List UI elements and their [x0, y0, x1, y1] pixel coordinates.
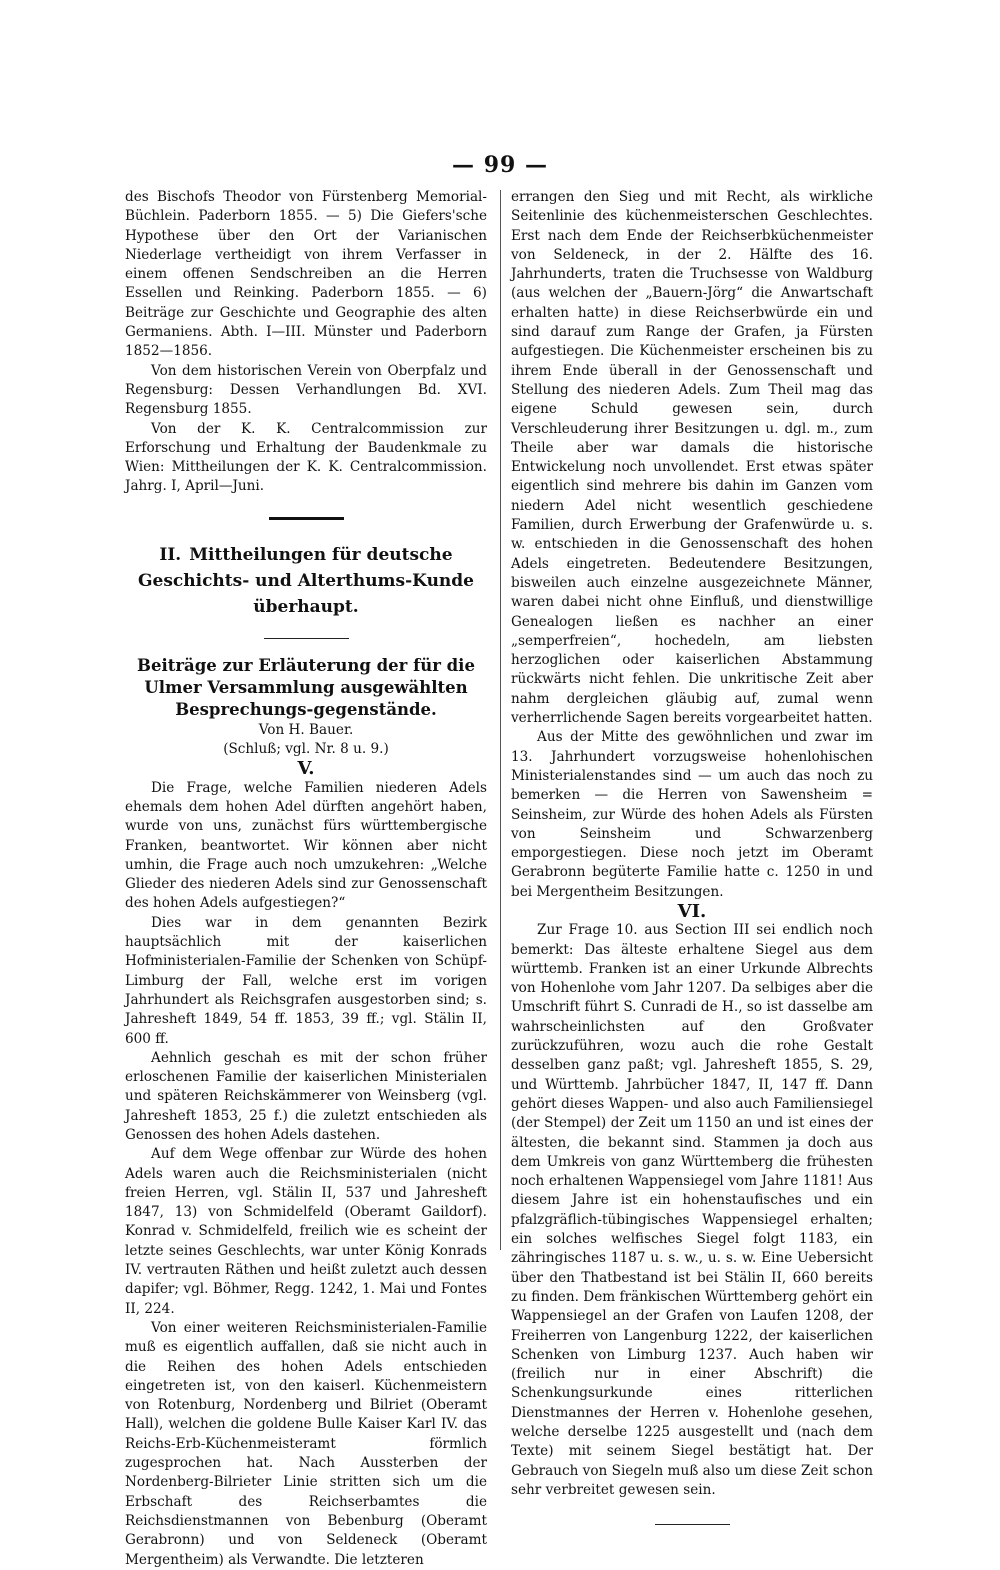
section-separator: [269, 517, 344, 520]
heading-rule: [264, 638, 349, 639]
paragraph: Aus der Mitte des gewöhnlichen und zwar im 13. Jahrhundert vorzugsweise hohenlohischen Ministerialenstandes sind — um auch das noch zu bemerken — die Herren von Sawensheim = Seinsheim, zur Würde des hohen Adels als Fürsten von Seinsheim und Schwarzenberg emporgestiegen. Diese noch jetzt im Oberamt Gerabronn begüterte Familie hatte c. 1250 in und bei Mergentheim Besitzungen.: [511, 729, 873, 900]
column-divider: [500, 190, 501, 1250]
paragraph: errangen den Sieg und mit Recht, als wirkliche Seitenlinie des küchenmeisterschen Geschlechtes. Erst nach dem Ende der Reichserbküchenmeister von Seldeneck, in der 2. Hälfte des 16. Jahrhunderts, traten die Truchsesse von Waldburg (aus welchen der „Bauern-Jörg“ die Anwartschaft erhalten hatte) in diese Reichserbwürde ein und sind darauf zum Range der Grafen, ja Fürsten aufgestiegen. Die Küchenmeister erscheinen bis zu ihrem Ende überall in der Genossenschaft und Stellung des niederen Adels. Zum Theil mag das eigene Schuld gewesen sein, durch Verschleuderung ihrer Besitzungen u. dgl. m., zum Theile aber war damals die historische Entwickelung noch unvollendet. Erst etwas später eigentlich sind mehrere bis dahin im Ganzen vom niedern Adel nicht wesentlich geschiedene Familien, durch Erwerbung der Grafenwürde u. s. w. entschieden in die Genossenschaft des hohen Adels eingetreten. Bedeutendere Besitzungen, bisweilen auch einzelne ausgezeichnete Männer, waren dabei nicht ohne Einfluß, und dienstwillige Genealogen ließen es nachher an einer „semperfreien“, hochedeln, am liebsten herzoglichen oder kaiserlichen Abstammung rückwärts nicht fehlen. Die unkritische Zeit aber nahm dergleichen gläubig auf, zumal wenn verherrlichende Sagen bereits vorgearbeitet hatten.: [511, 189, 873, 727]
article-title: Beiträge zur Erläuterung der für die Ulmer Versammlung ausgewählten Besprechungs-gegenstände.: [137, 655, 475, 719]
end-rule: [655, 1524, 730, 1525]
paragraph: Von dem historischen Verein von Oberpfalz und Regensburg: Dessen Verhandlungen Bd. XVI. Regensburg 1855.: [125, 362, 487, 418]
subsection-number: VI.: [677, 900, 707, 922]
subsection-number: V.: [297, 758, 315, 780]
paragraph: Die Frage, welche Familien niederen Adels ehemals dem hohen Adel dürften angehört haben, wurde von uns, zunächst fürs württembergische Franken, beantwortet. Wir können aber nicht umhin, die Frage auch noch umzukehren: „Welche Glieder des niederen Adels sind zur Genossenschaft des hohen Adels aufgestiegen?“: [125, 779, 487, 912]
paragraph: Von der K. K. Centralcommission zur Erforschung und Erhaltung der Baudenkmale zu Wien: Mittheilungen der K. K. Centralcommission. Jahrg. I, April—Juni.: [125, 420, 487, 495]
paragraph: Aehnlich geschah es mit der schon früher erloschenen Familie der kaiserlichen Ministerialen und späteren Reichskämmerer von Weinsberg (vgl. Jahresheft 1853, 25 f.) die zuletzt entschieden als Genossen des hohen Adels dastehen.: [125, 1049, 487, 1143]
paragraph: Dies war in dem genannten Bezirk hauptsächlich mit der kaiserlichen Hofministerialen-Familie der Schenken von Schüpf-Limburg der Fall, welche erst im vorigen Jahrhundert als Reichsgrafen ausgestorben sind; s. Jahresheft 1849, 54 ff. 1853, 39 ff.; vgl. Stälin II, 600 ff.: [125, 914, 487, 1047]
byline: Von H. Bauer.: [258, 721, 354, 738]
byline-reference: (Schluß; vgl. Nr. 8 u. 9.): [223, 741, 389, 758]
section-heading: [125, 542, 487, 620]
paragraph: Zur Frage 10. aus Section III sei endlich noch bemerkt: Das älteste erhaltene Siegel aus dem württemb. Franken ist an einer Urkunde Albrechts von Hohenlohe vom Jahr 1207. Da selbiges aber die Umschrift führt S. Cunradi de H., so ist dasselbe am wahrscheinlichsten auf den Großvater zurückzuführen, wozu auch die rohe Gestalt desselben ganz paßt; vgl. Jahresheft 1855, S. 29, und Württemb. Jahrbücher 1847, II, 147 ff. Dann gehört dieses Wappen- und also auch Familiensiegel (der Stempel) der Zeit um 1150 an und ist eines der ältesten, die bekannt sind. Stammen ja doch aus dem Umkreis von ganz Württemberg die frühesten noch erhaltenen Wappensiegel vom Jahre 1181! Aus diesem Jahre ist ein hohenstaufisches und ein pfalzgräflich-tübingisches Wappensiegel erhalten; ein solches welfisches Siegel folgt 1183, ein zähringisches 1187 u. s. w., u. s. w. Eine Uebersicht über den Thatbestand ist bei Stälin II, 660 bereits zu finden. Dem fränkischen Württemberg gehört ein Wappensiegel an der Grafen von Laufen 1208, der Freiherren von Langenburg 1222, der kaiserlichen Schenken von Limburg 1237. Auch haben wir (freilich nur in einer Abschrift) die Schenkungsurkunde eines ritterlichen Dienstmannes der Herren v. Hohenlohe gesehen, welche derselbe 1225 ausgestellt und (nach dem Texte) mit seinem Siegel bestätigt hat. Der Gebrauch von Siegeln muß also um diese Zeit schon sehr verbreitet gewesen sein.: [511, 922, 873, 1498]
left-column: [125, 188, 487, 1570]
paragraph: des Bischofs Theodor von Fürstenberg Memorial-Büchlein. Paderborn 1855. — 5) Die Giefers'sche Hypothese über den Ort der Varianischen Niederlage vertheidigt von ihrem Verfasser in einem offenen Sendschreiben an die Herren Essellen und Reinking. Paderborn 1855. — 6) Beiträge zur Geschichte und Geographie des alten Germaniens. Abth. I—III. Münster und Paderborn 1852—1856.: [125, 189, 487, 360]
section-title: Mittheilungen für deutsche Geschichts- und Alterthums-Kunde überhaupt.: [138, 544, 474, 617]
page-number: — 99 —: [452, 152, 548, 178]
section-number: II.: [159, 544, 182, 565]
paragraph: Von einer weiteren Reichsministerialen-Familie muß es eigentlich auffallen, daß sie nicht auch in die Reihen des hohen Adels entschieden eingetreten ist, von den kaiserl. Küchenmeistern von Rotenburg, Nordenberg und Bilriet (Oberamt Hall), welchen die goldene Bulle Kaiser Karl IV. das Reichs-Erb-Küchenmeisteramt förmlich zugesprochen hat. Nach Aussterben der Nordenberg-Bilrieter Linie stritten sich um die Erbschaft des Reichserbamtes die Reichsdienstmannen von Bebenburg (Oberamt Gerabronn) und von Seldeneck (Oberamt Mergentheim) als Verwandte. Die letzteren: [125, 1319, 487, 1568]
right-column: [511, 188, 873, 1525]
paragraph: Auf dem Wege offenbar zur Würde des hohen Adels waren auch die Reichsministerialen (nicht freien Herren, vgl. Stälin II, 537 und Jahresheft 1847, 13) von Schmidelfeld (Oberamt Gaildorf). Konrad v. Schmidelfeld, freilich wie es scheint der letzte seines Geschlechts, war unter König Konrads IV. vertrauten Räthen und heißt zuletzt auch dessen dapifer; vgl. Böhmer, Regg. 1242, 1. Mai und Fontes II, 224.: [125, 1146, 487, 1317]
